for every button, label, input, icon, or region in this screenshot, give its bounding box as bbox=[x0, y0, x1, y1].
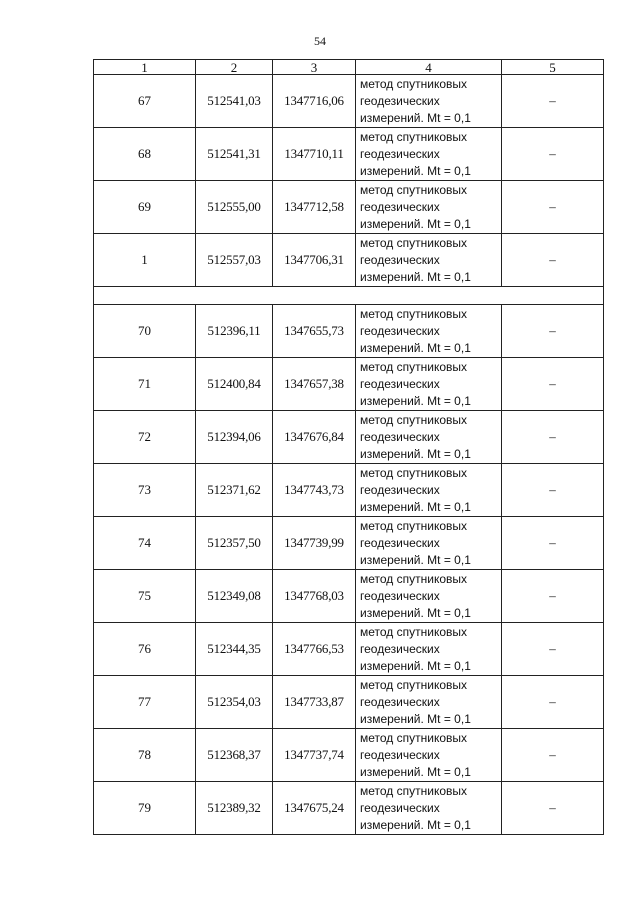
table-row bbox=[94, 729, 604, 782]
x-coordinate-cell: 512371,62 bbox=[196, 464, 273, 517]
method-text-line: геодезических bbox=[360, 252, 440, 267]
method-text-line: измерений. Mt = 0,1 bbox=[360, 711, 471, 726]
method-text-line: геодезических bbox=[360, 429, 440, 444]
note-cell: – bbox=[502, 570, 604, 623]
table-row bbox=[94, 75, 604, 128]
point-number-cell: 72 bbox=[94, 411, 196, 464]
x-coordinate-cell: 512541,03 bbox=[196, 75, 273, 128]
y-coordinate-cell: 1347768,03 bbox=[273, 570, 356, 623]
x-coordinate-cell: 512368,37 bbox=[196, 729, 273, 782]
column-header: 4 bbox=[356, 60, 502, 75]
note-cell: – bbox=[502, 305, 604, 358]
method-text-line: измерений. Mt = 0,1 bbox=[360, 552, 471, 567]
point-number-cell: 70 bbox=[94, 305, 196, 358]
method-cell bbox=[356, 411, 502, 464]
column-header: 3 bbox=[273, 60, 356, 75]
y-coordinate-cell: 1347766,53 bbox=[273, 623, 356, 676]
y-coordinate-cell: 1347657,38 bbox=[273, 358, 356, 411]
method-text-line: метод спутниковых bbox=[360, 677, 468, 692]
method-text-line: метод спутниковых bbox=[360, 76, 468, 91]
column-header: 1 bbox=[94, 60, 196, 75]
y-coordinate-cell: 1347676,84 bbox=[273, 411, 356, 464]
y-coordinate-cell: 1347655,73 bbox=[273, 305, 356, 358]
point-number-cell: 68 bbox=[94, 128, 196, 181]
method-text-line: метод спутниковых bbox=[360, 235, 468, 250]
table-body bbox=[94, 75, 604, 835]
coordinates-table bbox=[93, 59, 604, 835]
method-text-line: измерений. Mt = 0,1 bbox=[360, 658, 471, 673]
note-cell: – bbox=[502, 358, 604, 411]
note-cell: – bbox=[502, 676, 604, 729]
table-row bbox=[94, 234, 604, 287]
note-cell: – bbox=[502, 464, 604, 517]
table-row bbox=[94, 464, 604, 517]
point-number-cell: 79 bbox=[94, 782, 196, 835]
method-text-line: геодезических bbox=[360, 199, 440, 214]
point-number-cell: 1 bbox=[94, 234, 196, 287]
table-row bbox=[94, 411, 604, 464]
method-cell bbox=[356, 128, 502, 181]
x-coordinate-cell: 512396,11 bbox=[196, 305, 273, 358]
x-coordinate-cell: 512344,35 bbox=[196, 623, 273, 676]
note-cell: – bbox=[502, 782, 604, 835]
column-header: 5 bbox=[502, 60, 604, 75]
x-coordinate-cell: 512357,50 bbox=[196, 517, 273, 570]
point-number-cell: 73 bbox=[94, 464, 196, 517]
method-text-line: метод спутниковых bbox=[360, 465, 468, 480]
method-cell bbox=[356, 181, 502, 234]
table-header bbox=[94, 60, 604, 75]
column-header: 2 bbox=[196, 60, 273, 75]
method-text-line: геодезических bbox=[360, 800, 440, 815]
method-text-line: геодезических bbox=[360, 146, 440, 161]
x-coordinate-cell: 512349,08 bbox=[196, 570, 273, 623]
method-text-line: метод спутниковых bbox=[360, 359, 468, 374]
point-number-cell: 71 bbox=[94, 358, 196, 411]
point-number-cell: 77 bbox=[94, 676, 196, 729]
x-coordinate-cell: 512541,31 bbox=[196, 128, 273, 181]
method-text-line: измерений. Mt = 0,1 bbox=[360, 764, 471, 779]
note-cell: – bbox=[502, 623, 604, 676]
method-text-line: геодезических bbox=[360, 694, 440, 709]
method-text-line: геодезических bbox=[360, 641, 440, 656]
point-number-cell: 78 bbox=[94, 729, 196, 782]
y-coordinate-cell: 1347733,87 bbox=[273, 676, 356, 729]
method-cell bbox=[356, 464, 502, 517]
method-text-line: измерений. Mt = 0,1 bbox=[360, 163, 471, 178]
note-cell: – bbox=[502, 411, 604, 464]
method-text-line: геодезических bbox=[360, 323, 440, 338]
y-coordinate-cell: 1347739,99 bbox=[273, 517, 356, 570]
method-cell bbox=[356, 676, 502, 729]
section-separator-row bbox=[94, 287, 604, 305]
note-cell: – bbox=[502, 234, 604, 287]
method-text-line: метод спутниковых bbox=[360, 129, 468, 144]
method-cell bbox=[356, 75, 502, 128]
note-cell: – bbox=[502, 181, 604, 234]
x-coordinate-cell: 512555,00 bbox=[196, 181, 273, 234]
x-coordinate-cell: 512389,32 bbox=[196, 782, 273, 835]
method-text-line: метод спутниковых bbox=[360, 518, 468, 533]
method-cell bbox=[356, 305, 502, 358]
note-cell: – bbox=[502, 517, 604, 570]
separator-cell bbox=[94, 287, 604, 305]
table-row bbox=[94, 181, 604, 234]
point-number-cell: 74 bbox=[94, 517, 196, 570]
x-coordinate-cell: 512354,03 bbox=[196, 676, 273, 729]
table-row bbox=[94, 517, 604, 570]
method-text-line: геодезических bbox=[360, 482, 440, 497]
method-text-line: измерений. Mt = 0,1 bbox=[360, 269, 471, 284]
y-coordinate-cell: 1347710,11 bbox=[273, 128, 356, 181]
method-cell bbox=[356, 623, 502, 676]
table-row bbox=[94, 358, 604, 411]
x-coordinate-cell: 512557,03 bbox=[196, 234, 273, 287]
point-number-cell: 67 bbox=[94, 75, 196, 128]
method-text-line: измерений. Mt = 0,1 bbox=[360, 605, 471, 620]
method-cell bbox=[356, 570, 502, 623]
method-text-line: измерений. Mt = 0,1 bbox=[360, 216, 471, 231]
method-cell bbox=[356, 729, 502, 782]
method-cell bbox=[356, 234, 502, 287]
method-cell bbox=[356, 782, 502, 835]
method-text-line: метод спутниковых bbox=[360, 624, 468, 639]
method-text-line: метод спутниковых bbox=[360, 182, 468, 197]
note-cell: – bbox=[502, 128, 604, 181]
method-text-line: метод спутниковых bbox=[360, 306, 468, 321]
note-cell: – bbox=[502, 75, 604, 128]
y-coordinate-cell: 1347706,31 bbox=[273, 234, 356, 287]
y-coordinate-cell: 1347737,74 bbox=[273, 729, 356, 782]
table-row bbox=[94, 570, 604, 623]
y-coordinate-cell: 1347743,73 bbox=[273, 464, 356, 517]
method-text-line: измерений. Mt = 0,1 bbox=[360, 817, 471, 832]
method-text-line: метод спутниковых bbox=[360, 730, 468, 745]
method-text-line: измерений. Mt = 0,1 bbox=[360, 499, 471, 514]
table-row bbox=[94, 305, 604, 358]
point-number-cell: 76 bbox=[94, 623, 196, 676]
method-text-line: геодезических bbox=[360, 747, 440, 762]
point-number-cell: 75 bbox=[94, 570, 196, 623]
method-text-line: метод спутниковых bbox=[360, 783, 468, 798]
table-row bbox=[94, 128, 604, 181]
method-text-line: геодезических bbox=[360, 93, 440, 108]
x-coordinate-cell: 512394,06 bbox=[196, 411, 273, 464]
note-cell: – bbox=[502, 729, 604, 782]
x-coordinate-cell: 512400,84 bbox=[196, 358, 273, 411]
method-text-line: геодезических bbox=[360, 588, 440, 603]
y-coordinate-cell: 1347712,58 bbox=[273, 181, 356, 234]
method-cell bbox=[356, 517, 502, 570]
y-coordinate-cell: 1347716,06 bbox=[273, 75, 356, 128]
method-text-line: измерений. Mt = 0,1 bbox=[360, 393, 471, 408]
method-text-line: геодезических bbox=[360, 535, 440, 550]
table-row bbox=[94, 623, 604, 676]
method-text-line: метод спутниковых bbox=[360, 571, 468, 586]
method-text-line: измерений. Mt = 0,1 bbox=[360, 340, 471, 355]
method-cell bbox=[356, 358, 502, 411]
method-text-line: геодезических bbox=[360, 376, 440, 391]
point-number-cell: 69 bbox=[94, 181, 196, 234]
page-number: 54 bbox=[314, 34, 326, 48]
table-row bbox=[94, 676, 604, 729]
y-coordinate-cell: 1347675,24 bbox=[273, 782, 356, 835]
table-row bbox=[94, 782, 604, 835]
method-text-line: метод спутниковых bbox=[360, 412, 468, 427]
method-text-line: измерений. Mt = 0,1 bbox=[360, 446, 471, 461]
method-text-line: измерений. Mt = 0,1 bbox=[360, 110, 471, 125]
